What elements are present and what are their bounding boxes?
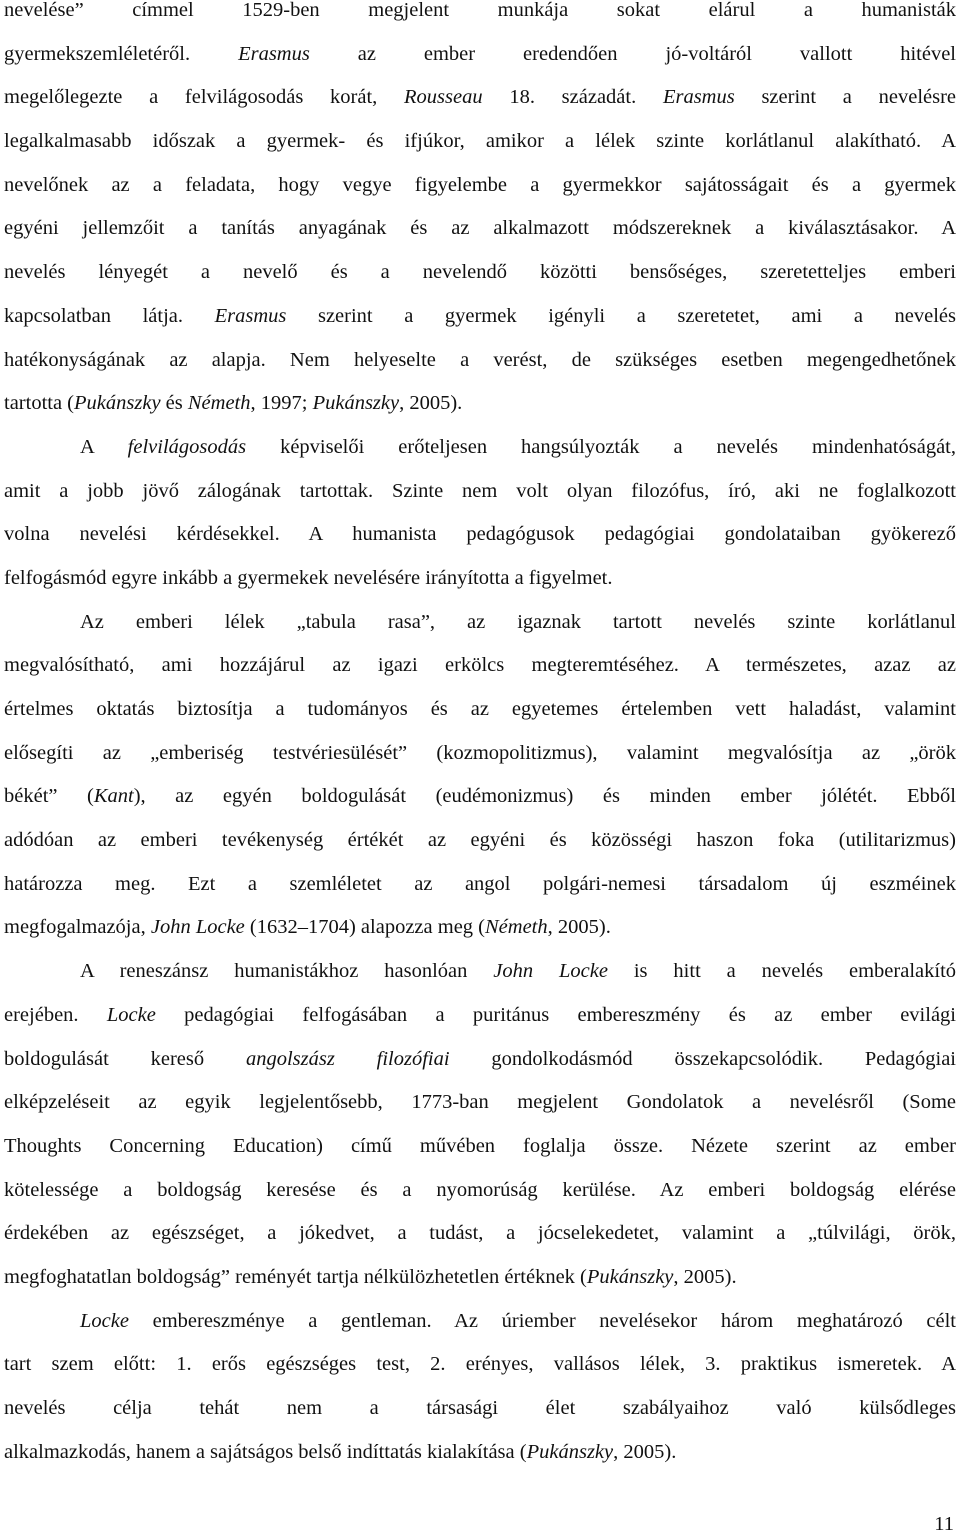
text-run: legalkalmasabb időszak a gyermek- és ifjúkor, amikor a lélek szinte korlátlanul alakítható. A xyxy=(4,130,956,153)
text-run: is hitt a nevelés emberalakító xyxy=(607,960,956,983)
italic-text: Pukánszky xyxy=(526,1440,614,1463)
text-line xyxy=(4,1212,956,1256)
text-line xyxy=(4,76,956,120)
text-run: megvalósítható, ami hozzájárul az igazi erkölcs megteremtéséhez. A természetes, azaz az xyxy=(4,654,956,677)
text-run: az ember eredendően jó-voltáról vallott hitével xyxy=(309,42,956,65)
text-run: értelmes oktatás biztosítja a tudományos és az egyetemes értelemben vett haladást, valamint xyxy=(4,698,956,720)
text-line xyxy=(4,1300,956,1344)
text-line xyxy=(4,601,956,645)
text-run: erejében. xyxy=(4,1003,107,1026)
text-run: , 2005). xyxy=(547,916,611,939)
italic-text: John Locke xyxy=(150,916,245,939)
italic-text: Németh xyxy=(187,392,251,415)
text-run: embereszménye a gentleman. Az úriember nevelésekor három meghatározó célt xyxy=(128,1309,956,1332)
text-line xyxy=(4,1431,956,1475)
text-line xyxy=(4,164,956,208)
paragraph xyxy=(4,950,956,1300)
text-line xyxy=(4,1343,956,1387)
text-run: szerint a gyermek igényli a szeretetet, ami a nevelés xyxy=(286,304,956,327)
document-page xyxy=(4,0,956,1474)
italic-text: Erasmus xyxy=(214,304,287,327)
text-line xyxy=(4,295,956,339)
text-line xyxy=(4,557,956,601)
text-line xyxy=(4,207,956,251)
text-line xyxy=(4,1038,956,1082)
text-run: nevelés célja tehát nem a társasági élet szabályaihoz való külsődleges xyxy=(4,1397,956,1419)
text-line xyxy=(4,1125,956,1169)
text-run: hatékonyságának az alapja. Nem helyeselte a verést, de szükséges esetben megengedhetőnek xyxy=(4,348,956,371)
text-run: A reneszánsz humanistákhoz hasonlóan xyxy=(80,960,494,983)
text-line xyxy=(4,0,956,33)
text-line xyxy=(4,1169,956,1213)
text-run: ), az egyén boldogulását (eudémonizmus) és minden ember jólétét. Ebből xyxy=(133,785,956,808)
text-line xyxy=(4,688,956,732)
text-run: elősegíti az „emberiség testvériesülését” (kozmopolitizmus), valamint megvalósítja az „örök xyxy=(4,741,956,764)
text-run: 18. századát. xyxy=(482,86,663,109)
page-number: 11 xyxy=(934,1513,954,1535)
text-line xyxy=(4,1256,956,1300)
text-line xyxy=(4,33,956,77)
italic-text: Németh xyxy=(485,916,548,939)
text-line xyxy=(4,339,956,383)
paragraph xyxy=(4,426,956,601)
text-line xyxy=(4,120,956,164)
text-run: felfogásmód egyre inkább a gyermekek nevelésére irányította a figyelmet. xyxy=(4,566,613,589)
text-run: Az emberi lélek „tabula rasa”, az igaznak tartott nevelés szinte korlátlanul xyxy=(80,610,956,633)
text-run: kapcsolatban látja. xyxy=(4,304,215,327)
paragraph xyxy=(4,0,956,426)
paragraph xyxy=(4,1300,956,1475)
text-run: tart szem előtt: 1. erős egészséges test, 2. erényes, vallásos lélek, 3. praktikus ismeretek. A xyxy=(4,1353,956,1376)
text-run: egyéni jellemzőit a tanítás anyagának és az alkalmazott módszereknek a kiválasztásakor. A xyxy=(4,217,956,240)
italic-text: Locke xyxy=(106,1003,156,1026)
text-run: (1632–1704) alapozza meg ( xyxy=(244,916,485,939)
text-run: , 2005). xyxy=(399,392,463,415)
text-run: gyermekszemléletéről. xyxy=(4,42,239,65)
text-line xyxy=(4,994,956,1038)
italic-text: angolszász filozófiai xyxy=(245,1047,450,1070)
text-run: megfogalmazója, xyxy=(4,916,151,939)
text-run: boldogulását kereső xyxy=(4,1047,246,1070)
paragraph xyxy=(4,601,956,951)
italic-text: John Locke xyxy=(493,960,608,983)
text-line xyxy=(4,863,956,907)
text-run: határozza meg. Ezt a szemléletet az angol polgári-nemesi társadalom új eszméinek xyxy=(4,872,956,895)
text-run: A xyxy=(80,435,128,458)
italic-text: Locke xyxy=(80,1309,129,1332)
text-run: megfoghatatlan boldogság” reményét tartja nélkülözhetetlen értéknek ( xyxy=(4,1265,587,1288)
text-run: elképzeléseit az egyik legjelentősebb, 1773-ban megjelent Gondolatok a nevelésről (Some xyxy=(4,1091,956,1114)
text-run: megelőlegezte a felvilágosodás korát, xyxy=(4,86,405,109)
text-run: , 2005). xyxy=(673,1265,737,1288)
text-line xyxy=(4,1081,956,1125)
text-run: gondolkodásmód összekapcsolódik. Pedagógiai xyxy=(449,1047,956,1070)
text-line xyxy=(4,382,956,426)
text-run: és xyxy=(160,392,188,415)
text-line xyxy=(4,470,956,514)
text-run: nevelés lényegét a nevelő és a nevelendő közötti bensőséges, szeretetteljes emberi xyxy=(4,261,956,284)
italic-text: felvilágosodás xyxy=(127,435,247,458)
text-run: pedagógiai felfogásában a puritánus embereszmény és az ember evilági xyxy=(155,1003,956,1026)
italic-text: Kant xyxy=(93,785,134,808)
italic-text: Rousseau xyxy=(404,86,483,109)
text-line xyxy=(4,513,956,557)
italic-text: Erasmus xyxy=(238,42,310,65)
text-line xyxy=(4,775,956,819)
text-line xyxy=(4,950,956,994)
text-line xyxy=(4,819,956,863)
text-line xyxy=(4,732,956,776)
text-run: érdekében az egészséget, a jókedvet, a tudást, a jócselekedetet, valamint a „túlvilági, örök, xyxy=(4,1222,956,1245)
text-run: , 1997; xyxy=(250,392,313,415)
italic-text: Pukánszky xyxy=(312,392,400,415)
text-run: amit a jobb jövő zálogának tartottak. Szinte nem volt olyan filozófus, író, aki ne foglalkozott xyxy=(4,479,956,502)
text-line xyxy=(4,251,956,295)
italic-text: Erasmus xyxy=(662,86,735,109)
text-run: adódóan az emberi tevékenység értékét az egyéni és közösségi haszon foka (utilitarizmus) xyxy=(4,829,956,852)
text-run: volna nevelési kérdésekkel. A humanista pedagógusok pedagógiai gondolataiban gyökerező xyxy=(4,523,956,546)
text-run: nevelése” címmel 1529-ben megjelent munkája sokat elárul a humanisták xyxy=(4,0,956,21)
text-run: békét” ( xyxy=(4,785,94,808)
text-run: szerint a nevelésre xyxy=(734,86,956,109)
italic-text: Pukánszky xyxy=(586,1265,674,1288)
text-run: , 2005). xyxy=(613,1440,677,1463)
text-run: képviselői erőteljesen hangsúlyozták a nevelés mindenhatóságát, xyxy=(246,435,956,458)
text-line xyxy=(4,644,956,688)
text-line xyxy=(4,906,956,950)
text-run: kötelessége a boldogság keresése és a nyomorúság kerülése. Az emberi boldogság elérése xyxy=(4,1178,956,1201)
text-line xyxy=(4,426,956,470)
text-run: tartotta ( xyxy=(4,392,75,415)
text-line xyxy=(4,1387,956,1431)
italic-text: Pukánszky xyxy=(74,392,161,415)
text-run: Thoughts Concerning Education) című művében foglalja össze. Nézete szerint az ember xyxy=(4,1134,956,1157)
text-run: nevelőnek az a feladata, hogy vegye figyelembe a gyermekkor sajátosságait és a gyermek xyxy=(4,173,956,196)
text-run: alkalmazkodás, hanem a sajátságos belső indíttatás kialakítása ( xyxy=(4,1440,527,1463)
